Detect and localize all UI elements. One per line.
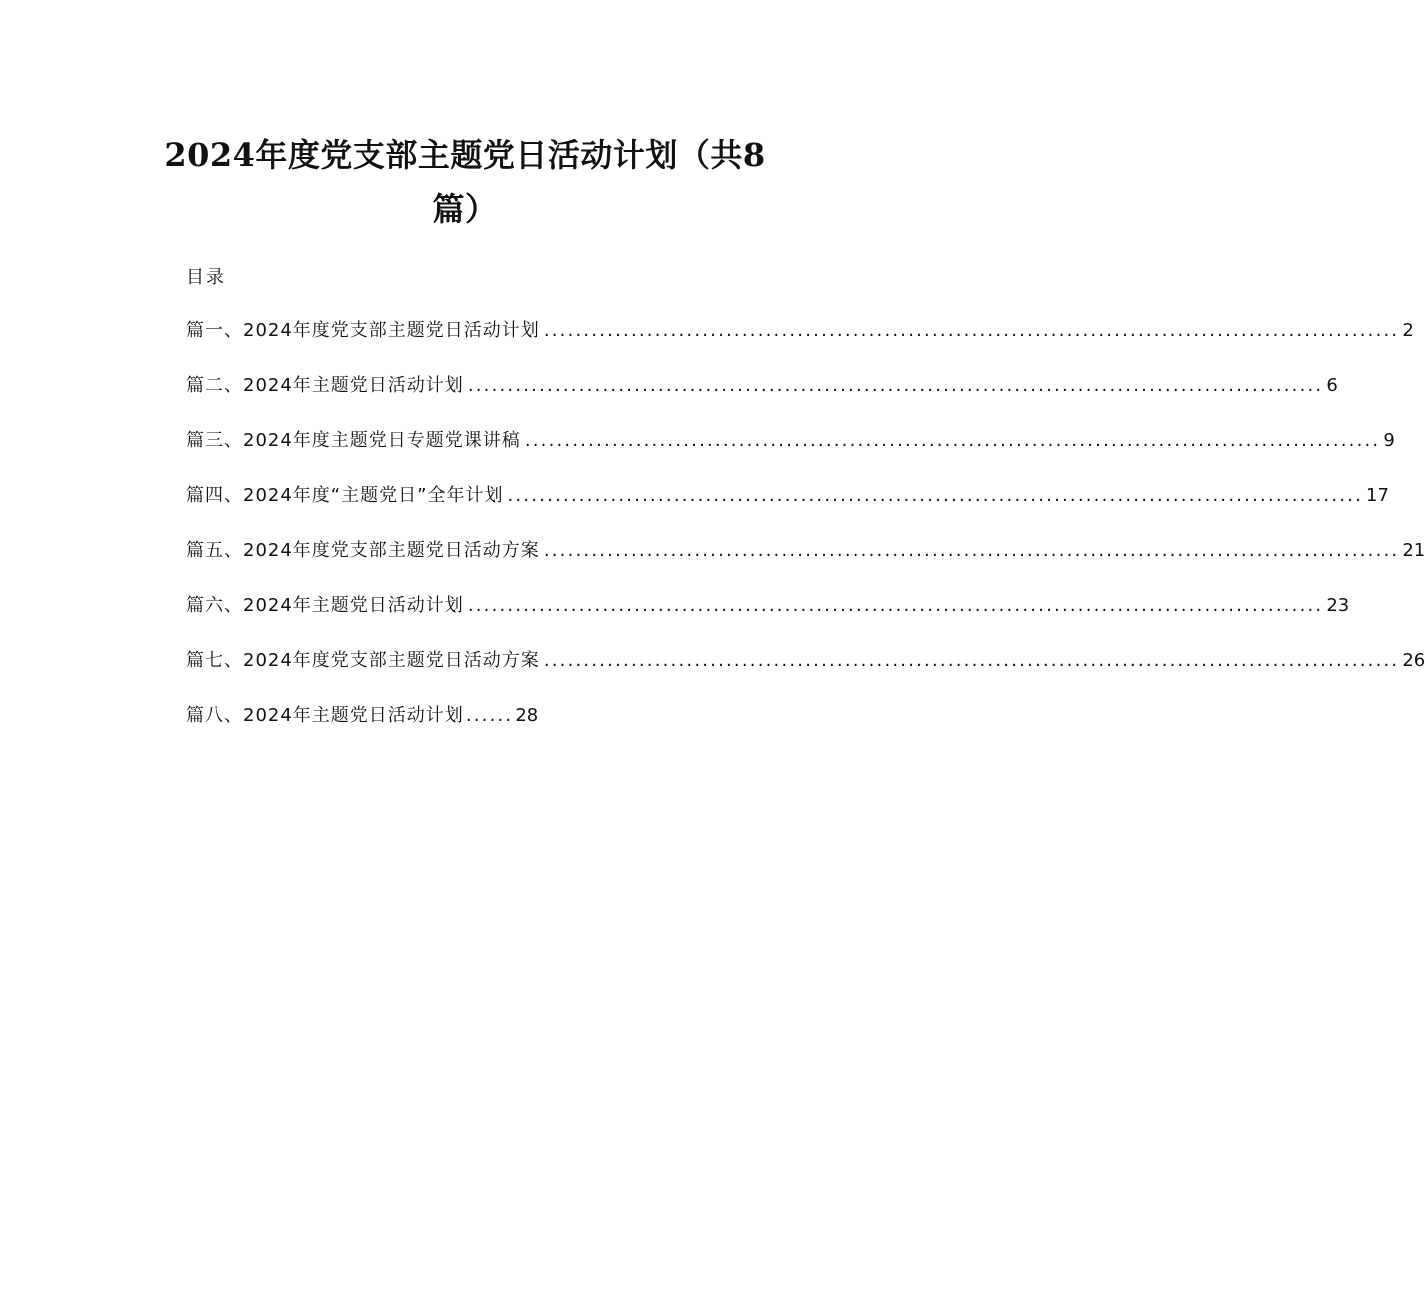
toc-entry-7[interactable]: [186, 648, 1425, 703]
toc-entry-5[interactable]: [186, 538, 1425, 593]
toc-dot-leader: ............................................................................................................: [524, 430, 1381, 451]
toc-heading: 目录: [186, 267, 226, 288]
toc-entry-3[interactable]: [186, 428, 1395, 483]
toc-dot-leader: ............................................................................................................: [543, 540, 1400, 561]
toc-entry-4[interactable]: [186, 483, 1389, 538]
toc-entry-8[interactable]: [186, 703, 779, 758]
toc-dot-leader: ............................................................................................................: [543, 320, 1400, 341]
toc-entry-label: 篇七、2024年度党支部主题党日活动方案: [186, 650, 540, 671]
toc-entry-2[interactable]: [186, 373, 1338, 428]
document-title: 2024年度党支部主题党日活动计划（共8篇）: [164, 136, 766, 228]
toc-entry-page: 26: [1402, 650, 1425, 671]
toc-entry-page: 9: [1383, 430, 1395, 451]
toc-dot-leader: ......: [465, 705, 514, 726]
toc-entry-label: 篇三、2024年度主题党日专题党课讲稿: [186, 430, 521, 451]
toc-entry-page: 23: [1326, 595, 1350, 616]
toc-entry-label: 篇六、2024年主题党日活动计划: [186, 595, 464, 616]
toc-entry-page: 28: [515, 705, 539, 726]
table-of-contents: [186, 318, 1425, 758]
toc-entry-page: 2: [1402, 320, 1414, 341]
toc-dot-leader: ............................................................................................................: [467, 595, 1324, 616]
toc-entry-page: 21: [1402, 540, 1425, 561]
toc-dot-leader: ............................................................................................................: [467, 375, 1324, 396]
toc-entry-page: 17: [1366, 485, 1389, 506]
toc-entry-6[interactable]: [186, 593, 1350, 648]
toc-entry-label: 篇五、2024年度党支部主题党日活动方案: [186, 540, 540, 561]
toc-dot-leader: ............................................................................................................: [543, 650, 1400, 671]
toc-entry-1[interactable]: [186, 318, 1414, 373]
toc-entry-label: 篇四、2024年度“主题党日”全年计划: [186, 485, 504, 506]
toc-entry-label: 篇八、2024年主题党日活动计划: [186, 705, 464, 726]
toc-entry-label: 篇二、2024年主题党日活动计划: [186, 375, 464, 396]
toc-dot-leader: ............................................................................................................: [507, 485, 1364, 506]
toc-entry-page: 6: [1326, 375, 1338, 396]
toc-entry-label: 篇一、2024年度党支部主题党日活动计划: [186, 320, 540, 341]
